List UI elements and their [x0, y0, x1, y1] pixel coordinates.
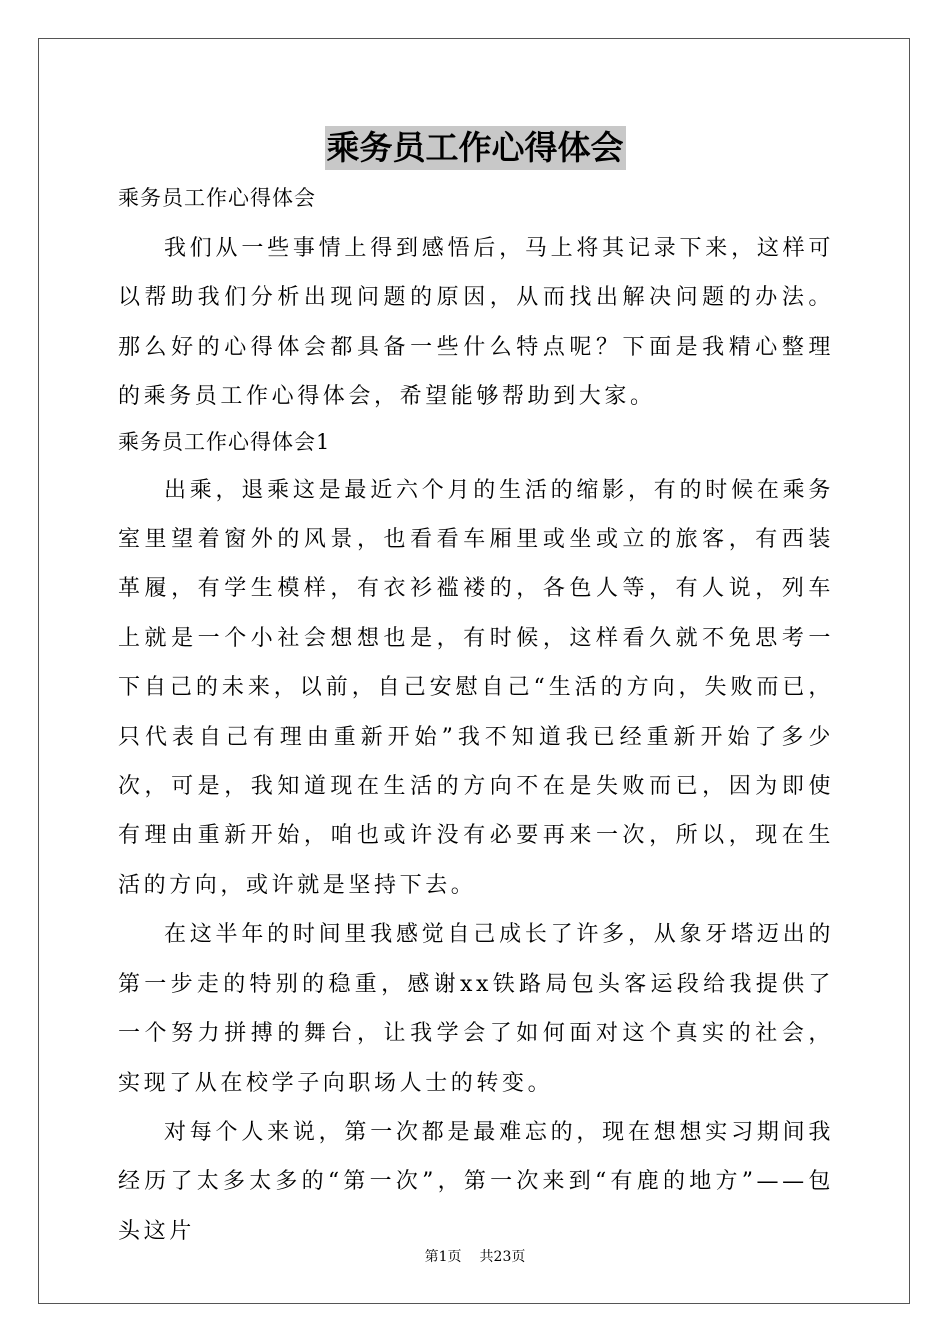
title-container	[0, 126, 950, 170]
page-footer	[0, 1248, 950, 1266]
page-number: 第1页	[424, 1249, 462, 1265]
body-paragraph-3: 对每个人来说，第一次都是最难忘的，现在想想实习期间我经历了太多太多的“第一次”，第一次来到“有鹿的地方”——包头这片	[118, 1119, 834, 1244]
body-paragraph-2: 在这半年的时间里我感觉自己成长了许多，从象牙塔迈出的第一步走的特别的稳重，感谢xx铁路局包头客运段给我提供了一个努力拼搏的舞台，让我学会了如何面对这个真实的社会，实现了从在校学子向职场人士的转变。	[118, 922, 834, 1096]
page-total: 共23页	[479, 1249, 526, 1265]
body-paragraph-1: 出乘，退乘这是最近六个月的生活的缩影，有的时候在乘务室里望着窗外的风景，也看看车厢里或坐或立的旅客，有西装革履，有学生模样，有衣衫褴褛的，各色人等，有人说，列车上就是一个小社会想想也是，有时候，这样看久就不免思考一下自己的未来，以前，自己安慰自己“生活的方向，失败而已，只代表自己有理由重新开始”我不知道我已经重新开始了多少次，可是，我知道现在生活的方向不在是失败而已，因为即使有理由重新开始，咱也或许没有必要再来一次，所以，现在生活的方向，或许就是坚持下去。	[118, 477, 834, 898]
section-heading: 乘务员工作心得体会1	[118, 429, 331, 454]
document-body	[118, 182, 834, 1256]
document-subheading: 乘务员工作心得体会	[118, 186, 316, 210]
intro-paragraph: 我们从一些事情上得到感悟后，马上将其记录下来，这样可以帮助我们分析出现问题的原因，从而找出解决问题的办法。那么好的心得体会都具备一些什么特点呢？下面是我精心整理的乘务员工作心得体会，希望能够帮助到大家。	[118, 236, 834, 410]
document-title: 乘务员工作心得体会	[325, 126, 626, 170]
